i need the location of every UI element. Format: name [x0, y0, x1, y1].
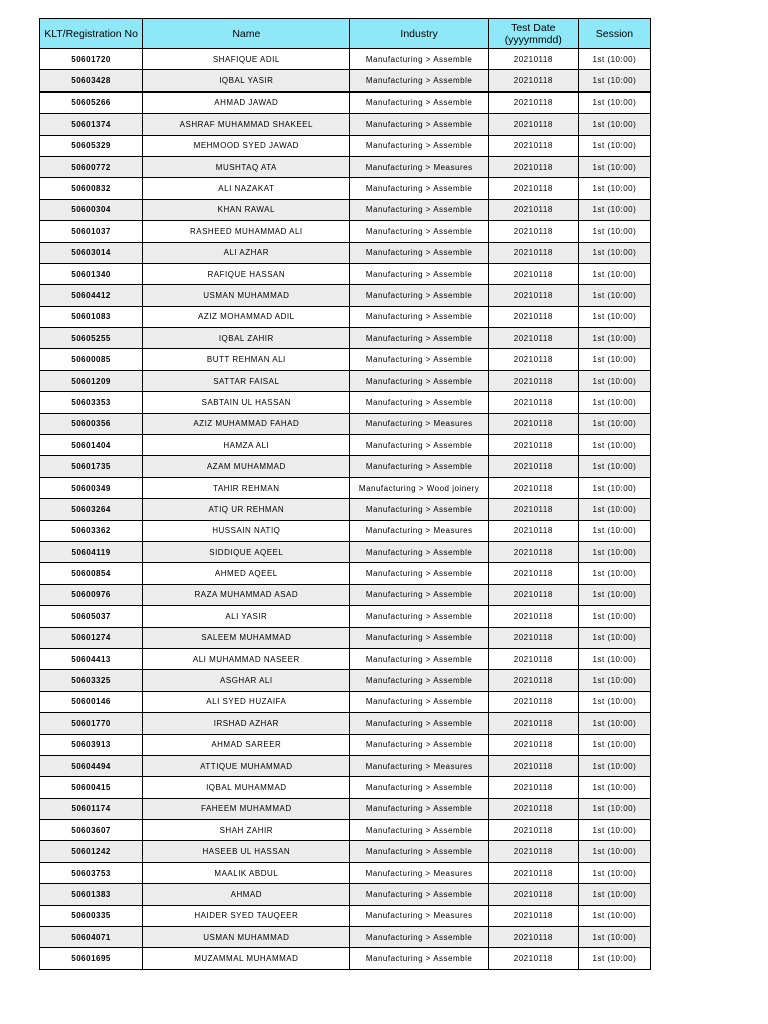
industry-cell: Manufacturing > Assemble: [350, 734, 488, 755]
session-cell: 1st (10:00): [578, 70, 650, 92]
test-date-cell: 20210118: [488, 798, 578, 819]
session-cell: 1st (10:00): [578, 755, 650, 776]
name-cell: IQBAL YASIR: [143, 70, 350, 92]
registration-no-cell: 50605037: [40, 606, 143, 627]
test-date-cell: 20210118: [488, 691, 578, 712]
session-cell: 1st (10:00): [578, 306, 650, 327]
test-date-cell: 20210118: [488, 606, 578, 627]
name-cell: MEHMOOD SYED JAWAD: [143, 135, 350, 156]
industry-cell: Manufacturing > Assemble: [350, 563, 488, 584]
header-name: Name: [143, 19, 350, 49]
name-cell: USMAN MUHAMMAD: [143, 927, 350, 948]
name-cell: AHMAD: [143, 884, 350, 905]
registration-no-cell: 50601209: [40, 370, 143, 391]
industry-cell: Manufacturing > Assemble: [350, 263, 488, 284]
table-row: [40, 477, 651, 498]
registration-no-cell: 50603913: [40, 734, 143, 755]
registration-no-cell: 50600976: [40, 584, 143, 605]
registration-no-cell: 50603264: [40, 499, 143, 520]
registration-no-cell: 50601383: [40, 884, 143, 905]
test-date-cell: 20210118: [488, 477, 578, 498]
session-cell: 1st (10:00): [578, 221, 650, 242]
table-row: [40, 349, 651, 370]
industry-cell: Manufacturing > Assemble: [350, 713, 488, 734]
name-cell: KHAN RAWAL: [143, 199, 350, 220]
industry-cell: Manufacturing > Measures: [350, 156, 488, 177]
name-cell: FAHEEM MUHAMMAD: [143, 798, 350, 819]
registration-no-cell: 50603428: [40, 70, 143, 92]
registration-no-cell: 50600832: [40, 178, 143, 199]
session-cell: 1st (10:00): [578, 92, 650, 114]
industry-cell: Manufacturing > Assemble: [350, 349, 488, 370]
industry-cell: Manufacturing > Assemble: [350, 242, 488, 263]
industry-cell: Manufacturing > Assemble: [350, 648, 488, 669]
session-cell: 1st (10:00): [578, 820, 650, 841]
industry-cell: Manufacturing > Assemble: [350, 798, 488, 819]
registration-no-cell: 50604412: [40, 285, 143, 306]
table-row: [40, 242, 651, 263]
test-date-cell: 20210118: [488, 328, 578, 349]
name-cell: HAIDER SYED TAUQEER: [143, 905, 350, 926]
industry-cell: Manufacturing > Measures: [350, 755, 488, 776]
registration-table: [39, 18, 651, 970]
registration-no-cell: 50603753: [40, 862, 143, 883]
session-cell: 1st (10:00): [578, 927, 650, 948]
industry-cell: Manufacturing > Assemble: [350, 884, 488, 905]
session-cell: 1st (10:00): [578, 798, 650, 819]
name-cell: MUZAMMAL MUHAMMAD: [143, 948, 350, 969]
test-date-cell: 20210118: [488, 242, 578, 263]
industry-cell: Manufacturing > Assemble: [350, 178, 488, 199]
session-cell: 1st (10:00): [578, 841, 650, 862]
table-row: [40, 306, 651, 327]
table-row: [40, 927, 651, 948]
test-date-cell: 20210118: [488, 820, 578, 841]
test-date-cell: 20210118: [488, 435, 578, 456]
session-cell: 1st (10:00): [578, 520, 650, 541]
name-cell: RAZA MUHAMMAD ASAD: [143, 584, 350, 605]
test-date-cell: 20210118: [488, 905, 578, 926]
industry-cell: Manufacturing > Wood joinery: [350, 477, 488, 498]
registration-no-cell: 50601274: [40, 627, 143, 648]
registration-no-cell: 50600085: [40, 349, 143, 370]
table-row: [40, 563, 651, 584]
registration-no-cell: 50600854: [40, 563, 143, 584]
registration-no-cell: 50603607: [40, 820, 143, 841]
registration-no-cell: 50603353: [40, 392, 143, 413]
session-cell: 1st (10:00): [578, 691, 650, 712]
registration-no-cell: 50601174: [40, 798, 143, 819]
table-row: [40, 884, 651, 905]
table-row: [40, 541, 651, 562]
registration-no-cell: 50601695: [40, 948, 143, 969]
industry-cell: Manufacturing > Assemble: [350, 370, 488, 391]
table-row: [40, 435, 651, 456]
name-cell: HUSSAIN NATIQ: [143, 520, 350, 541]
test-date-cell: 20210118: [488, 70, 578, 92]
session-cell: 1st (10:00): [578, 713, 650, 734]
name-cell: ATIQ UR REHMAN: [143, 499, 350, 520]
table-row: [40, 263, 651, 284]
name-cell: ALI YASIR: [143, 606, 350, 627]
test-date-cell: 20210118: [488, 648, 578, 669]
session-cell: 1st (10:00): [578, 456, 650, 477]
table-row: [40, 648, 651, 669]
table-row: [40, 413, 651, 434]
test-date-cell: 20210118: [488, 541, 578, 562]
test-date-cell: 20210118: [488, 221, 578, 242]
session-cell: 1st (10:00): [578, 156, 650, 177]
table-row: [40, 862, 651, 883]
name-cell: IQBAL ZAHIR: [143, 328, 350, 349]
industry-cell: Manufacturing > Assemble: [350, 199, 488, 220]
table-row: [40, 841, 651, 862]
name-cell: ALI NAZAKAT: [143, 178, 350, 199]
table-row: [40, 178, 651, 199]
registration-no-cell: 50601735: [40, 456, 143, 477]
registration-no-cell: 50601720: [40, 49, 143, 70]
name-cell: IQBAL MUHAMMAD: [143, 777, 350, 798]
industry-cell: Manufacturing > Assemble: [350, 285, 488, 306]
industry-cell: Manufacturing > Assemble: [350, 541, 488, 562]
name-cell: SABTAIN UL HASSAN: [143, 392, 350, 413]
industry-cell: Manufacturing > Assemble: [350, 221, 488, 242]
session-cell: 1st (10:00): [578, 178, 650, 199]
session-cell: 1st (10:00): [578, 648, 650, 669]
table-row: [40, 370, 651, 391]
industry-cell: Manufacturing > Measures: [350, 862, 488, 883]
test-date-cell: 20210118: [488, 584, 578, 605]
table-row: [40, 392, 651, 413]
industry-cell: Manufacturing > Assemble: [350, 948, 488, 969]
name-cell: MUSHTAQ ATA: [143, 156, 350, 177]
registration-no-cell: 50600335: [40, 905, 143, 926]
industry-cell: Manufacturing > Assemble: [350, 691, 488, 712]
session-cell: 1st (10:00): [578, 862, 650, 883]
session-cell: 1st (10:00): [578, 114, 650, 135]
test-date-cell: 20210118: [488, 948, 578, 969]
name-cell: RAFIQUE HASSAN: [143, 263, 350, 284]
session-cell: 1st (10:00): [578, 263, 650, 284]
registration-no-cell: 50600772: [40, 156, 143, 177]
industry-cell: Manufacturing > Assemble: [350, 49, 488, 70]
table-body: [40, 49, 651, 970]
industry-cell: Manufacturing > Assemble: [350, 114, 488, 135]
session-cell: 1st (10:00): [578, 49, 650, 70]
test-date-cell: 20210118: [488, 349, 578, 370]
industry-cell: Manufacturing > Assemble: [350, 606, 488, 627]
name-cell: AHMAD JAWAD: [143, 92, 350, 114]
name-cell: SATTAR FAISAL: [143, 370, 350, 391]
session-cell: 1st (10:00): [578, 413, 650, 434]
test-date-cell: 20210118: [488, 456, 578, 477]
registration-no-cell: 50601770: [40, 713, 143, 734]
session-cell: 1st (10:00): [578, 734, 650, 755]
name-cell: ALI AZHAR: [143, 242, 350, 263]
session-cell: 1st (10:00): [578, 584, 650, 605]
test-date-cell: 20210118: [488, 862, 578, 883]
table-row: [40, 755, 651, 776]
session-cell: 1st (10:00): [578, 392, 650, 413]
industry-cell: Manufacturing > Measures: [350, 520, 488, 541]
table-row: [40, 670, 651, 691]
industry-cell: Manufacturing > Assemble: [350, 306, 488, 327]
name-cell: SHAFIQUE ADIL: [143, 49, 350, 70]
name-cell: ASGHAR ALI: [143, 670, 350, 691]
name-cell: MAALIK ABDUL: [143, 862, 350, 883]
table-row: [40, 499, 651, 520]
registration-no-cell: 50601340: [40, 263, 143, 284]
table-row: [40, 70, 651, 92]
registration-no-cell: 50600349: [40, 477, 143, 498]
name-cell: ASHRAF MUHAMMAD SHAKEEL: [143, 114, 350, 135]
industry-cell: Manufacturing > Assemble: [350, 627, 488, 648]
session-cell: 1st (10:00): [578, 328, 650, 349]
table-row: [40, 584, 651, 605]
industry-cell: Manufacturing > Assemble: [350, 92, 488, 114]
industry-cell: Manufacturing > Assemble: [350, 328, 488, 349]
session-cell: 1st (10:00): [578, 627, 650, 648]
session-cell: 1st (10:00): [578, 670, 650, 691]
industry-cell: Manufacturing > Assemble: [350, 456, 488, 477]
header-test-date: Test Date (yyyymmdd): [488, 19, 578, 49]
table-row: [40, 798, 651, 819]
test-date-cell: 20210118: [488, 285, 578, 306]
test-date-cell: 20210118: [488, 734, 578, 755]
table-row: [40, 691, 651, 712]
name-cell: USMAN MUHAMMAD: [143, 285, 350, 306]
test-date-cell: 20210118: [488, 49, 578, 70]
name-cell: SHAH ZAHIR: [143, 820, 350, 841]
table-row: [40, 627, 651, 648]
registration-no-cell: 50600415: [40, 777, 143, 798]
name-cell: TAHIR REHMAN: [143, 477, 350, 498]
table-row: [40, 948, 651, 969]
table-row: [40, 328, 651, 349]
session-cell: 1st (10:00): [578, 435, 650, 456]
industry-cell: Manufacturing > Assemble: [350, 435, 488, 456]
session-cell: 1st (10:00): [578, 370, 650, 391]
name-cell: BUTT REHMAN ALI: [143, 349, 350, 370]
industry-cell: Manufacturing > Assemble: [350, 135, 488, 156]
table-row: [40, 114, 651, 135]
registration-no-cell: 50601374: [40, 114, 143, 135]
table-row: [40, 456, 651, 477]
industry-cell: Manufacturing > Assemble: [350, 70, 488, 92]
name-cell: SALEEM MUHAMMAD: [143, 627, 350, 648]
name-cell: ATTIQUE MUHAMMAD: [143, 755, 350, 776]
industry-cell: Manufacturing > Assemble: [350, 392, 488, 413]
registration-no-cell: 50604119: [40, 541, 143, 562]
industry-cell: Manufacturing > Assemble: [350, 499, 488, 520]
name-cell: HAMZA ALI: [143, 435, 350, 456]
table-row: [40, 905, 651, 926]
table-row: [40, 734, 651, 755]
registration-no-cell: 50604413: [40, 648, 143, 669]
test-date-cell: 20210118: [488, 156, 578, 177]
test-date-cell: 20210118: [488, 135, 578, 156]
test-date-cell: 20210118: [488, 927, 578, 948]
registration-no-cell: 50605329: [40, 135, 143, 156]
session-cell: 1st (10:00): [578, 349, 650, 370]
test-date-cell: 20210118: [488, 670, 578, 691]
session-cell: 1st (10:00): [578, 606, 650, 627]
registration-no-cell: 50600146: [40, 691, 143, 712]
table-row: [40, 49, 651, 70]
test-date-cell: 20210118: [488, 777, 578, 798]
test-date-cell: 20210118: [488, 92, 578, 114]
name-cell: IRSHAD AZHAR: [143, 713, 350, 734]
name-cell: HASEEB UL HASSAN: [143, 841, 350, 862]
industry-cell: Manufacturing > Assemble: [350, 841, 488, 862]
registration-no-cell: 50603014: [40, 242, 143, 263]
table-row: [40, 221, 651, 242]
test-date-cell: 20210118: [488, 841, 578, 862]
industry-cell: Manufacturing > Assemble: [350, 820, 488, 841]
session-cell: 1st (10:00): [578, 135, 650, 156]
industry-cell: Manufacturing > Assemble: [350, 927, 488, 948]
registration-no-cell: 50601037: [40, 221, 143, 242]
registration-no-cell: 50601083: [40, 306, 143, 327]
registration-no-cell: 50603362: [40, 520, 143, 541]
test-date-cell: 20210118: [488, 499, 578, 520]
table-row: [40, 199, 651, 220]
test-date-cell: 20210118: [488, 755, 578, 776]
test-date-cell: 20210118: [488, 563, 578, 584]
table-row: [40, 92, 651, 114]
session-cell: 1st (10:00): [578, 199, 650, 220]
registration-no-cell: 50605255: [40, 328, 143, 349]
table-row: [40, 156, 651, 177]
header-session: Session: [578, 19, 650, 49]
session-cell: 1st (10:00): [578, 541, 650, 562]
session-cell: 1st (10:00): [578, 948, 650, 969]
session-cell: 1st (10:00): [578, 499, 650, 520]
name-cell: RASHEED MUHAMMAD ALI: [143, 221, 350, 242]
table-row: [40, 606, 651, 627]
test-date-cell: 20210118: [488, 199, 578, 220]
industry-cell: Manufacturing > Assemble: [350, 584, 488, 605]
table-row: [40, 520, 651, 541]
test-date-cell: 20210118: [488, 178, 578, 199]
registration-no-cell: 50601404: [40, 435, 143, 456]
test-date-cell: 20210118: [488, 392, 578, 413]
industry-cell: Manufacturing > Assemble: [350, 777, 488, 798]
name-cell: ALI SYED HUZAIFA: [143, 691, 350, 712]
name-cell: AHMED AQEEL: [143, 563, 350, 584]
registration-no-cell: 50603325: [40, 670, 143, 691]
session-cell: 1st (10:00): [578, 884, 650, 905]
session-cell: 1st (10:00): [578, 777, 650, 798]
registration-no-cell: 50604494: [40, 755, 143, 776]
table-row: [40, 777, 651, 798]
name-cell: AHMAD SAREER: [143, 734, 350, 755]
test-date-cell: 20210118: [488, 413, 578, 434]
registration-no-cell: 50604071: [40, 927, 143, 948]
table-row: [40, 713, 651, 734]
industry-cell: Manufacturing > Measures: [350, 413, 488, 434]
test-date-cell: 20210118: [488, 306, 578, 327]
table-row: [40, 820, 651, 841]
header-registration-no: KLT/Registration No: [40, 19, 143, 49]
registration-no-cell: 50600356: [40, 413, 143, 434]
session-cell: 1st (10:00): [578, 242, 650, 263]
test-date-cell: 20210118: [488, 370, 578, 391]
session-cell: 1st (10:00): [578, 285, 650, 306]
table-row: [40, 135, 651, 156]
name-cell: ALI MUHAMMAD NASEER: [143, 648, 350, 669]
registration-no-cell: 50601242: [40, 841, 143, 862]
session-cell: 1st (10:00): [578, 477, 650, 498]
name-cell: AZAM MUHAMMAD: [143, 456, 350, 477]
test-date-cell: 20210118: [488, 713, 578, 734]
name-cell: AZIZ MOHAMMAD ADIL: [143, 306, 350, 327]
registration-no-cell: 50600304: [40, 199, 143, 220]
test-date-cell: 20210118: [488, 114, 578, 135]
test-date-cell: 20210118: [488, 627, 578, 648]
test-date-cell: 20210118: [488, 884, 578, 905]
session-cell: 1st (10:00): [578, 905, 650, 926]
name-cell: SIDDIQUE AQEEL: [143, 541, 350, 562]
header-industry: Industry: [350, 19, 488, 49]
test-date-cell: 20210118: [488, 520, 578, 541]
test-date-cell: 20210118: [488, 263, 578, 284]
session-cell: 1st (10:00): [578, 563, 650, 584]
industry-cell: Manufacturing > Assemble: [350, 670, 488, 691]
header-row: [40, 19, 651, 49]
table-row: [40, 285, 651, 306]
registration-no-cell: 50605266: [40, 92, 143, 114]
industry-cell: Manufacturing > Measures: [350, 905, 488, 926]
name-cell: AZIZ MUHAMMAD FAHAD: [143, 413, 350, 434]
